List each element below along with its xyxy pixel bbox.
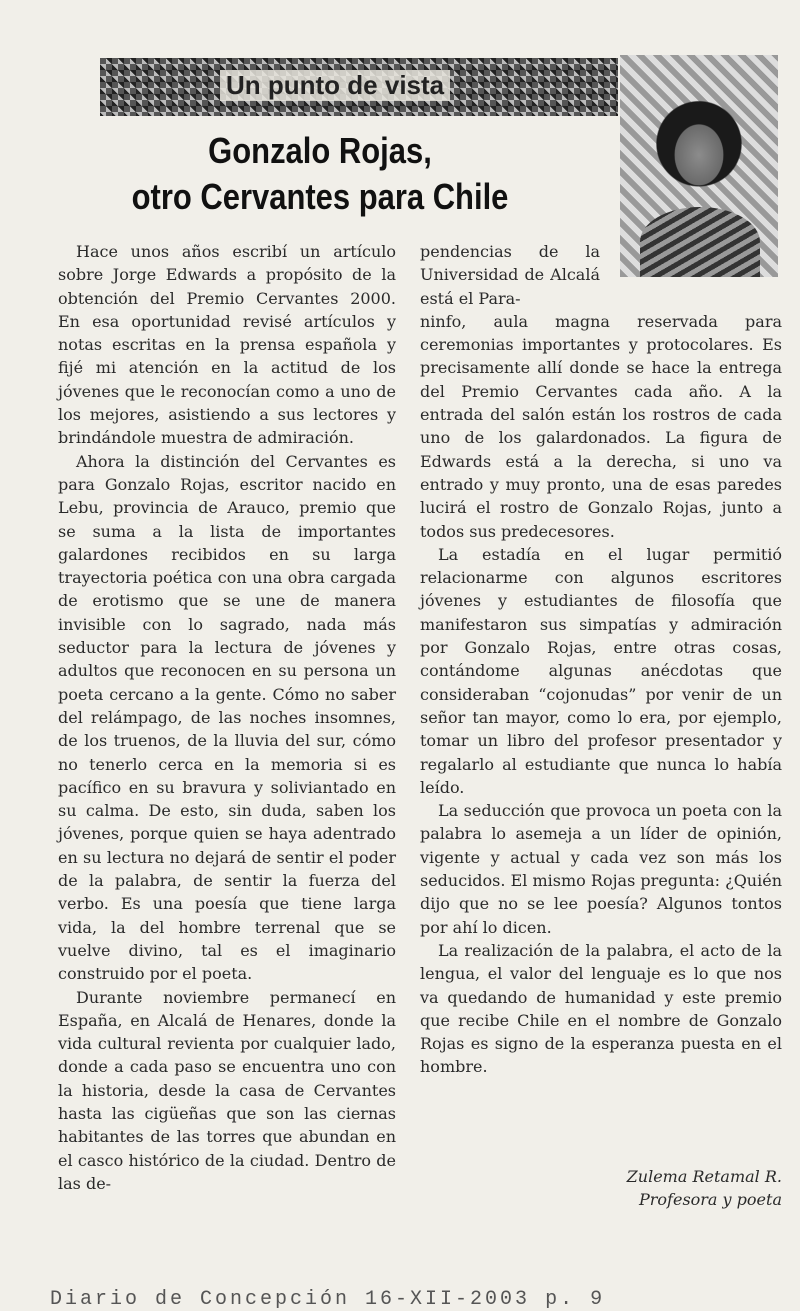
handwritten-note: Diario de Concepción 16-XII-2003 p. 9 (50, 1288, 606, 1311)
signature (560, 1165, 782, 1211)
paragraph: Ahora la distinción del Cervantes es para Gonzalo Rojas, escritor nacido en Lebu, provincia de Arauco, premio que se suma a la lista de importantes galardones recibidos en su larga trayectoria poética con una obra cargada de erotismo que se une de manera invisible con lo sagrado, nada más seductor para la lectura de jóvenes y adultos que reconocen en su persona un poeta cercano a la gente. Cómo no saber del relámpago, de las noches insomnes, de los truenos, de la lluvia del sur, cómo no tenerlo cerca en la memoria si es pacífico en su bravura y soliviantado en su calma. De esto, sin duda, saben los jóvenes, porque quien se haya adentrado en su lectura no dejará de sentir el poder de la palabra, de sentir la fuerza del verbo. Es una poesía que tiene larga vida, la del hombre terrenal que se vuelve divino, tal es el imaginario construido por el poeta. (58, 451, 396, 984)
paragraph: La estadía en el lugar permitió relacionarme con algunos escritores jóvenes y estudiantes de filosofía que manifestaron sus simpatías y admiración por Gonzalo Rojas, entre otras cosas, contándome algunas anécdotas que consideraban “cojonudas” por venir de un señor tan mayor, como lo era, por ejemplo, tomar un libro del profesor presentador y regalarlo al estudiante que nunca lo había leído. (420, 544, 782, 797)
article-column-2 (420, 240, 782, 1079)
article-column-1 (58, 240, 396, 1195)
paragraph: La realización de la palabra, el acto de la lengua, el valor del lenguaje es lo que nos va quedando de humanidad y este premio que recibe Chile en el nombre de Gonzalo Rojas es signo de la esperanza puesta en el hombre. (420, 940, 782, 1077)
paragraph: Hace unos años escribí un artículo sobre Jorge Edwards a propósito de la obtención del Premio Cervantes 2000. En esa oportunidad revisé artículos y notas escritas en la prensa española y fijé mi atención en la actitud de los jóvenes que le reconocían como a uno de los mejores, asistiendo a sus lectores y brindándole muestra de admiración. (58, 242, 396, 448)
section-banner (100, 58, 618, 116)
author-name: Zulema Retamal R. (626, 1167, 782, 1186)
paragraph-continued: pendencias de la Universidad de Alcalá está el Para- (420, 242, 600, 308)
section-label: Un punto de vista (220, 70, 450, 101)
paragraph: La seducción que provoca un poeta con la palabra lo asemeja a un líder de opinión, vigente y actual y cada vez son más los seducidos. El mismo Rojas pregunta: ¿Quién dijo que no se lee poesía? Algunos tontos por ahí lo dicen. (420, 801, 782, 937)
paragraph: Durante noviembre permanecí en España, en Alcalá de Henares, donde la vida cultural revienta por cualquier lado, donde a cada paso se encuentra uno con la historia, desde la casa de Cervantes hasta las cigüeñas que son las ciernas habitantes de las torres que abundan en el casco histórico de la ciudad. Dentro de las de- (58, 987, 396, 1193)
paragraph: ninfo, aula magna reservada para ceremonias importantes y protocolares. Es precisamente allí donde se hace la entrega del Premio Cervantes cada año. A la entrada del salón están los rostros de cada uno de los galardonados. La figura de Edwards está a la derecha, si uno va entrado y muy pronto, una de esas paredes lucirá el rostro de Gonzalo Rojas, junto a todos sus predecesores. (420, 311, 782, 541)
headline-line-2: otro Cervantes para Chile (131, 176, 509, 217)
headline (114, 128, 527, 220)
author-role: Profesora y poeta (639, 1190, 782, 1209)
headline-line-1: Gonzalo Rojas, (208, 130, 432, 171)
